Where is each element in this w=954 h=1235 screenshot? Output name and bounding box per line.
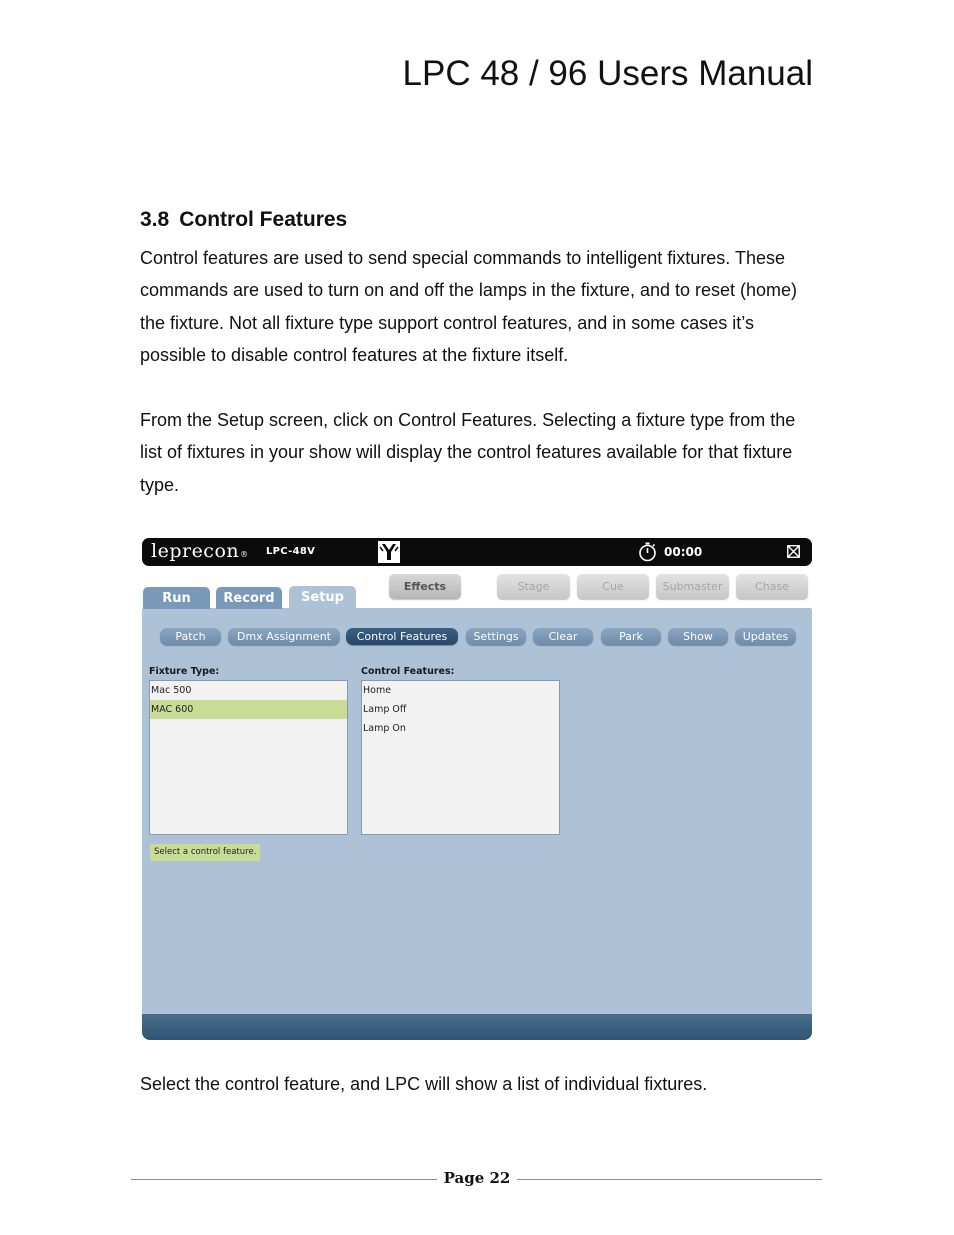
intro-paragraph: Control features are used to send special commands to intelligent fixtures. These commands are used to turn on and off the lamps in the fixture, and to reset (home) the fixture. Not all fixture type support control features, and in some cases it’s possible to disable control features at the fixture itself. bbox=[140, 248, 798, 365]
fixture-type-label: Fixture Type: bbox=[149, 666, 220, 677]
submaster-button[interactable]: Submaster bbox=[656, 574, 729, 599]
tab-setup[interactable]: Setup bbox=[289, 586, 356, 611]
tab-run[interactable]: Run bbox=[143, 587, 210, 609]
document-title: LPC 48 / 96 Users Manual bbox=[402, 54, 813, 93]
control-item-lamp-on[interactable]: Lamp On bbox=[363, 723, 406, 734]
section-number: 3.8 bbox=[140, 208, 170, 231]
footer-rule-left bbox=[131, 1179, 437, 1180]
wireless-icon bbox=[378, 541, 400, 563]
patch-button[interactable]: Patch bbox=[160, 628, 221, 645]
show-button[interactable]: Show bbox=[668, 628, 728, 645]
clear-button[interactable]: Clear bbox=[533, 628, 593, 645]
cue-button[interactable]: Cue bbox=[577, 574, 649, 599]
app-titlebar bbox=[142, 538, 812, 566]
hint-message: Select a control feature. bbox=[150, 844, 260, 861]
park-button[interactable]: Park bbox=[601, 628, 661, 645]
control-features-list[interactable] bbox=[361, 680, 560, 835]
chase-button[interactable]: Chase bbox=[736, 574, 808, 599]
section-heading bbox=[140, 208, 347, 232]
model-label: LPC-48V bbox=[266, 546, 316, 557]
tab-record[interactable]: Record bbox=[216, 587, 282, 609]
status-bar bbox=[142, 1014, 812, 1040]
page-number: Page 22 bbox=[443, 1169, 511, 1187]
effects-button[interactable]: Effects bbox=[389, 574, 461, 599]
fixture-item-mac-500[interactable]: Mac 500 bbox=[151, 685, 192, 696]
fixture-item-mac-600[interactable]: MAC 600 bbox=[150, 700, 347, 719]
clock-display: 00:00 bbox=[664, 545, 703, 559]
brand-logo: leprecon® bbox=[151, 540, 249, 562]
app-screenshot bbox=[142, 538, 812, 1040]
dmx-assignment-button[interactable]: Dmx Assignment bbox=[228, 628, 340, 645]
stopwatch-icon bbox=[638, 542, 657, 562]
instructions-paragraph: From the Setup screen, click on Control Features. Selecting a fixture type from the list of fixtures in your show will display the control features available for that fixture type. bbox=[140, 410, 796, 495]
closing-paragraph: Select the control feature, and LPC will show a list of individual fixtures. bbox=[140, 1074, 708, 1094]
section-title: Control Features bbox=[179, 208, 348, 231]
updates-button[interactable]: Updates bbox=[735, 628, 796, 645]
control-features-button[interactable]: Control Features bbox=[346, 628, 458, 645]
close-icon[interactable] bbox=[787, 545, 800, 558]
control-features-label: Control Features: bbox=[361, 666, 455, 677]
footer-rule-right bbox=[517, 1179, 822, 1180]
settings-button[interactable]: Settings bbox=[466, 628, 526, 645]
control-item-home[interactable]: Home bbox=[363, 685, 392, 696]
fixture-type-list[interactable] bbox=[149, 680, 348, 835]
control-item-lamp-off[interactable]: Lamp Off bbox=[363, 704, 407, 715]
stage-button[interactable]: Stage bbox=[497, 574, 570, 599]
